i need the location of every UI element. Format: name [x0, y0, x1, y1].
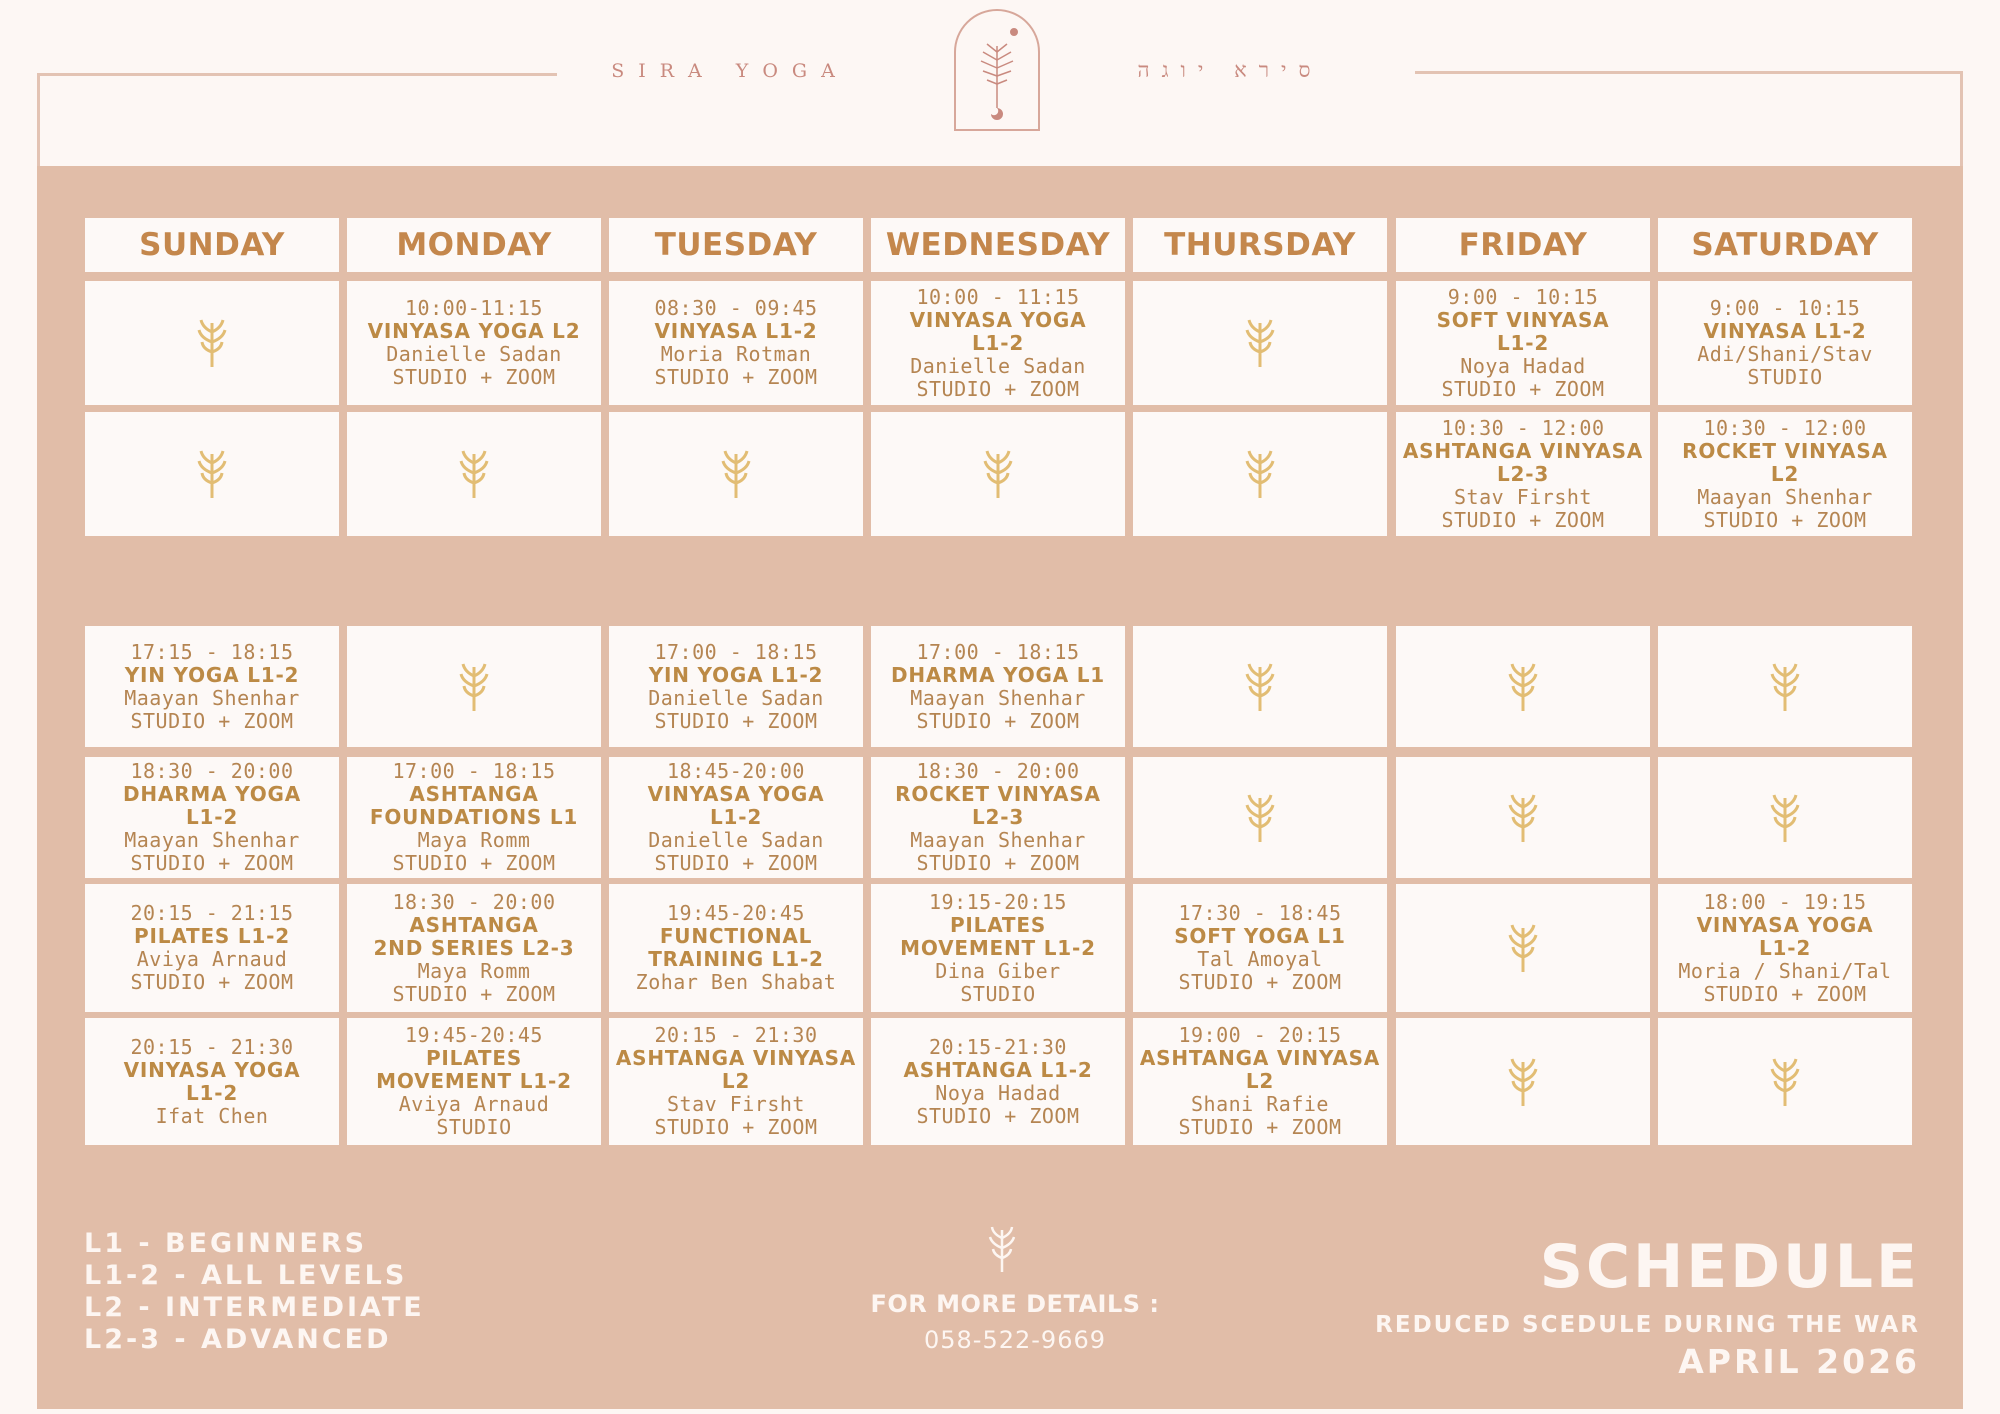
class-name: L2	[1245, 1069, 1275, 1093]
empty-slot	[1133, 626, 1387, 747]
teacher-name: Shani Rafie	[1191, 1092, 1329, 1116]
level-legend	[84, 1228, 425, 1356]
class-location: STUDIO + ZOOM	[392, 851, 556, 875]
class-time: 17:00 - 18:15	[916, 639, 1080, 664]
class-name: DHARMA YOGA	[122, 782, 302, 806]
leaf-sprig-icon	[1243, 661, 1277, 713]
day-header: THURSDAY	[1133, 218, 1387, 272]
class-location: STUDIO	[436, 1115, 512, 1139]
class-location: STUDIO + ZOOM	[1703, 507, 1867, 532]
class-location: STUDIO + ZOOM	[1178, 1115, 1342, 1139]
class-location: STUDIO + ZOOM	[916, 1103, 1080, 1128]
class-time: 10:30 - 12:00	[1703, 415, 1867, 440]
class-time: 08:30 - 09:45	[654, 296, 818, 320]
empty-slot	[1133, 412, 1387, 536]
class-time: 10:00 - 11:15	[916, 284, 1080, 309]
teacher-name: Tal Amoyal	[1197, 947, 1323, 971]
class-time: 17:30 - 18:45	[1178, 901, 1342, 925]
class-time: 17:00 - 18:15	[392, 759, 556, 783]
empty-slot	[1658, 757, 1912, 878]
teacher-name: Maayan Shenhar	[124, 685, 300, 710]
teacher-name: Danielle Sadan	[386, 342, 562, 366]
day-header: TUESDAY	[609, 218, 863, 272]
teacher-name: Moria / Shani/Tal	[1678, 958, 1892, 983]
teacher-name: Dina Giber	[935, 958, 1061, 983]
leaf-sprig-icon	[1506, 792, 1540, 844]
leaf-sprig-icon	[1506, 1056, 1540, 1108]
header-border-left	[37, 73, 40, 168]
leaf-sprig-icon	[1768, 792, 1802, 844]
empty-slot	[347, 412, 601, 536]
empty-slot	[1658, 626, 1912, 747]
class-location: STUDIO + ZOOM	[1441, 507, 1605, 532]
empty-slot	[871, 412, 1125, 536]
legend-item: L1-2 - ALL LEVELS	[84, 1260, 408, 1291]
class-location: STUDIO + ZOOM	[654, 365, 818, 389]
teacher-name: Maayan Shenhar	[124, 828, 300, 852]
class-slot	[609, 1018, 863, 1145]
class-name: SOFT VINYASA	[1436, 307, 1610, 332]
class-name: L1-2	[185, 1080, 239, 1105]
class-location: STUDIO + ZOOM	[916, 708, 1080, 733]
class-slot	[347, 757, 601, 878]
class-slot	[85, 757, 339, 878]
class-location: STUDIO	[1747, 365, 1823, 389]
header-line-right	[1415, 71, 1963, 74]
class-name: ASHTANGA VINYASA	[1402, 438, 1644, 463]
class-slot	[85, 1018, 339, 1145]
leaf-sprig-icon	[1243, 448, 1277, 500]
class-time: 10:00-11:15	[405, 296, 543, 320]
class-slot	[85, 884, 339, 1012]
teacher-name: Danielle Sadan	[648, 685, 824, 710]
class-name: VINYASA YOGA	[909, 307, 1087, 332]
class-slot	[609, 626, 863, 747]
teacher-name: Danielle Sadan	[910, 353, 1086, 378]
class-name: L2	[721, 1069, 751, 1093]
class-slot	[85, 626, 339, 747]
class-time: 20:15 - 21:30	[654, 1023, 818, 1047]
teacher-name: Stav Firsht	[1454, 484, 1592, 509]
class-location: STUDIO + ZOOM	[1703, 981, 1867, 1006]
teacher-name: Adi/Shani/Stav	[1697, 342, 1873, 366]
teacher-name: Maayan Shenhar	[910, 828, 1086, 852]
teacher-name: Zohar Ben Shabat	[635, 970, 837, 994]
class-name: L2	[1770, 461, 1800, 486]
class-slot	[609, 281, 863, 405]
class-slot	[1658, 884, 1912, 1012]
class-location: STUDIO + ZOOM	[392, 981, 556, 1006]
class-location: STUDIO + ZOOM	[130, 970, 294, 994]
class-location: STUDIO + ZOOM	[654, 708, 818, 733]
class-slot	[1396, 412, 1650, 536]
class-slot	[871, 626, 1125, 747]
empty-slot	[1396, 757, 1650, 878]
class-location: STUDIO + ZOOM	[392, 365, 556, 389]
class-name: FUNCTIONAL	[659, 924, 813, 948]
class-name: ASHTANGA L1-2	[903, 1057, 1093, 1082]
class-location: STUDIO + ZOOM	[654, 1115, 818, 1139]
leaf-sprig-icon	[719, 448, 753, 500]
class-slot	[347, 281, 601, 405]
teacher-name: Stav Firsht	[667, 1092, 805, 1116]
class-time: 18:45-20:00	[667, 759, 805, 783]
class-time: 20:15 - 21:15	[130, 901, 294, 925]
class-name: L1-2	[185, 805, 239, 829]
class-slot	[1396, 281, 1650, 405]
legend-item: L1 - BEGINNERS	[84, 1228, 368, 1259]
palm-arch-logo	[953, 8, 1041, 132]
class-slot	[871, 281, 1125, 405]
class-name: ASHTANGA VINYASA	[615, 1046, 857, 1070]
class-name: PILATES L1-2	[134, 924, 290, 948]
class-time: 19:45-20:45	[405, 1023, 543, 1047]
header-border-right	[1960, 71, 1963, 168]
class-location: STUDIO + ZOOM	[916, 376, 1080, 401]
class-name: ROCKET VINYASA	[895, 782, 1101, 806]
class-slot	[1658, 281, 1912, 405]
class-name: PILATES	[425, 1046, 523, 1070]
class-name: TRAINING L1-2	[648, 947, 824, 971]
teacher-name: Noya Hadad	[1460, 353, 1586, 378]
class-name: SOFT YOGA L1	[1174, 924, 1346, 948]
schedule-subtitle: REDUCED SCEDULE DURING THE WAR	[1375, 1312, 1920, 1338]
empty-slot	[85, 281, 339, 405]
class-slot	[609, 757, 863, 878]
leaf-sprig-icon	[1243, 317, 1277, 369]
class-time: 19:15-20:15	[929, 889, 1067, 914]
leaf-sprig-icon	[1506, 922, 1540, 974]
class-location: STUDIO	[960, 981, 1036, 1006]
empty-slot	[1396, 884, 1650, 1012]
leaf-sprig-icon	[981, 448, 1015, 500]
class-name: 2ND SERIES L2-3	[373, 935, 575, 960]
class-time: 18:00 - 19:15	[1703, 889, 1867, 914]
day-header: SUNDAY	[85, 218, 339, 272]
teacher-name: Danielle Sadan	[648, 828, 824, 852]
header-line-left	[37, 73, 557, 76]
class-time: 19:00 - 20:15	[1178, 1023, 1342, 1047]
leaf-sprig-icon	[1243, 792, 1277, 844]
class-slot	[1133, 1018, 1387, 1145]
class-name: L2-3	[1496, 461, 1550, 486]
class-name: L1-2	[1496, 330, 1550, 355]
teacher-name: Moria Rotman	[660, 342, 812, 366]
leaf-sprig-icon	[195, 448, 229, 500]
class-name: ASHTANGA	[409, 782, 539, 806]
class-name: L1-2	[971, 330, 1025, 355]
class-location: STUDIO + ZOOM	[1441, 376, 1605, 401]
day-header: MONDAY	[347, 218, 601, 272]
class-time: 17:00 - 18:15	[654, 639, 818, 664]
contact-label: FOR MORE DETAILS :	[870, 1290, 1160, 1318]
class-location: STUDIO + ZOOM	[916, 851, 1080, 875]
class-name: PILATES	[949, 912, 1047, 937]
teacher-name: Maayan Shenhar	[910, 685, 1086, 710]
class-time: 19:45-20:45	[667, 901, 805, 925]
class-slot	[871, 1018, 1125, 1145]
leaf-sprig-icon	[987, 1224, 1017, 1274]
leaf-sprig-icon	[1768, 661, 1802, 713]
contact-phone: 058-522-9669	[923, 1326, 1106, 1354]
class-time: 17:15 - 18:15	[130, 639, 294, 664]
class-name: ASHTANGA	[409, 912, 539, 937]
legend-item: L2-3 - ADVANCED	[84, 1324, 392, 1355]
class-time: 18:30 - 20:00	[130, 759, 294, 783]
teacher-name: Aviya Arnaud	[398, 1092, 550, 1116]
class-name: VINYASA YOGA	[123, 1057, 301, 1082]
brand-name-en: SIRA YOGA	[611, 60, 849, 82]
leaf-sprig-icon	[457, 661, 491, 713]
empty-slot	[1396, 1018, 1650, 1145]
class-name: VINYASA L1-2	[654, 319, 818, 343]
class-name: L1-2	[709, 805, 763, 829]
schedule-title: SCHEDULE	[1539, 1232, 1920, 1302]
class-name: ASHTANGA VINYASA	[1139, 1046, 1381, 1070]
day-header: SATURDAY	[1658, 218, 1912, 272]
class-name: VINYASA YOGA	[1696, 912, 1874, 937]
class-location: STUDIO + ZOOM	[1178, 970, 1342, 994]
class-location: STUDIO + ZOOM	[654, 851, 818, 875]
empty-slot	[1658, 1018, 1912, 1145]
class-time: 9:00 - 10:15	[1447, 284, 1599, 309]
teacher-name: Maya Romm	[417, 958, 531, 983]
class-name: VINYASA YOGA	[647, 782, 825, 806]
empty-slot	[609, 412, 863, 536]
class-slot	[347, 1018, 601, 1145]
class-time: 10:30 - 12:00	[1441, 415, 1605, 440]
leaf-sprig-icon	[195, 317, 229, 369]
empty-slot	[1396, 626, 1650, 747]
class-slot	[871, 884, 1125, 1012]
class-name: MOVEMENT L1-2	[900, 935, 1096, 960]
class-slot	[609, 884, 863, 1012]
class-name: FOUNDATIONS L1	[369, 805, 579, 829]
empty-slot	[1133, 757, 1387, 878]
empty-slot	[1133, 281, 1387, 405]
class-time: 20:15-21:30	[929, 1034, 1067, 1059]
class-name: MOVEMENT L1-2	[376, 1069, 572, 1093]
day-header: WEDNESDAY	[871, 218, 1125, 272]
teacher-name: Aviya Arnaud	[136, 947, 288, 971]
class-name: VINYASA L1-2	[1703, 319, 1867, 343]
empty-slot	[347, 626, 601, 747]
class-time: 9:00 - 10:15	[1709, 296, 1861, 320]
class-location: STUDIO + ZOOM	[130, 851, 294, 875]
class-name: ROCKET VINYASA	[1682, 438, 1888, 463]
empty-slot	[85, 412, 339, 536]
leaf-sprig-icon	[457, 448, 491, 500]
class-slot	[347, 884, 601, 1012]
schedule-date: APRIL 2026	[1678, 1342, 1920, 1381]
day-header: FRIDAY	[1396, 218, 1650, 272]
class-name: VINYASA YOGA L2	[367, 319, 581, 343]
class-time: 20:15 - 21:30	[130, 1034, 294, 1059]
teacher-name: Noya Hadad	[935, 1080, 1061, 1105]
teacher-name: Maayan Shenhar	[1697, 484, 1873, 509]
class-name: L2-3	[971, 805, 1025, 829]
class-slot	[1658, 412, 1912, 536]
class-slot	[1133, 884, 1387, 1012]
class-time: 18:30 - 20:00	[916, 759, 1080, 783]
leaf-sprig-icon	[1768, 1056, 1802, 1108]
teacher-name: Maya Romm	[417, 828, 531, 852]
brand-name-he: סירא יוגה	[1137, 58, 1323, 82]
class-time: 18:30 - 20:00	[392, 889, 556, 914]
contact-info	[850, 1290, 1180, 1354]
legend-item: L2 - INTERMEDIATE	[84, 1292, 425, 1323]
class-slot	[871, 757, 1125, 878]
class-location: STUDIO + ZOOM	[130, 708, 294, 733]
teacher-name: Ifat Chen	[155, 1103, 269, 1128]
class-name: DHARMA YOGA L1	[890, 662, 1106, 687]
class-name: YIN YOGA L1-2	[124, 662, 300, 687]
class-name: L1-2	[1758, 935, 1812, 960]
leaf-sprig-icon	[1506, 661, 1540, 713]
class-name: YIN YOGA L1-2	[648, 662, 824, 687]
